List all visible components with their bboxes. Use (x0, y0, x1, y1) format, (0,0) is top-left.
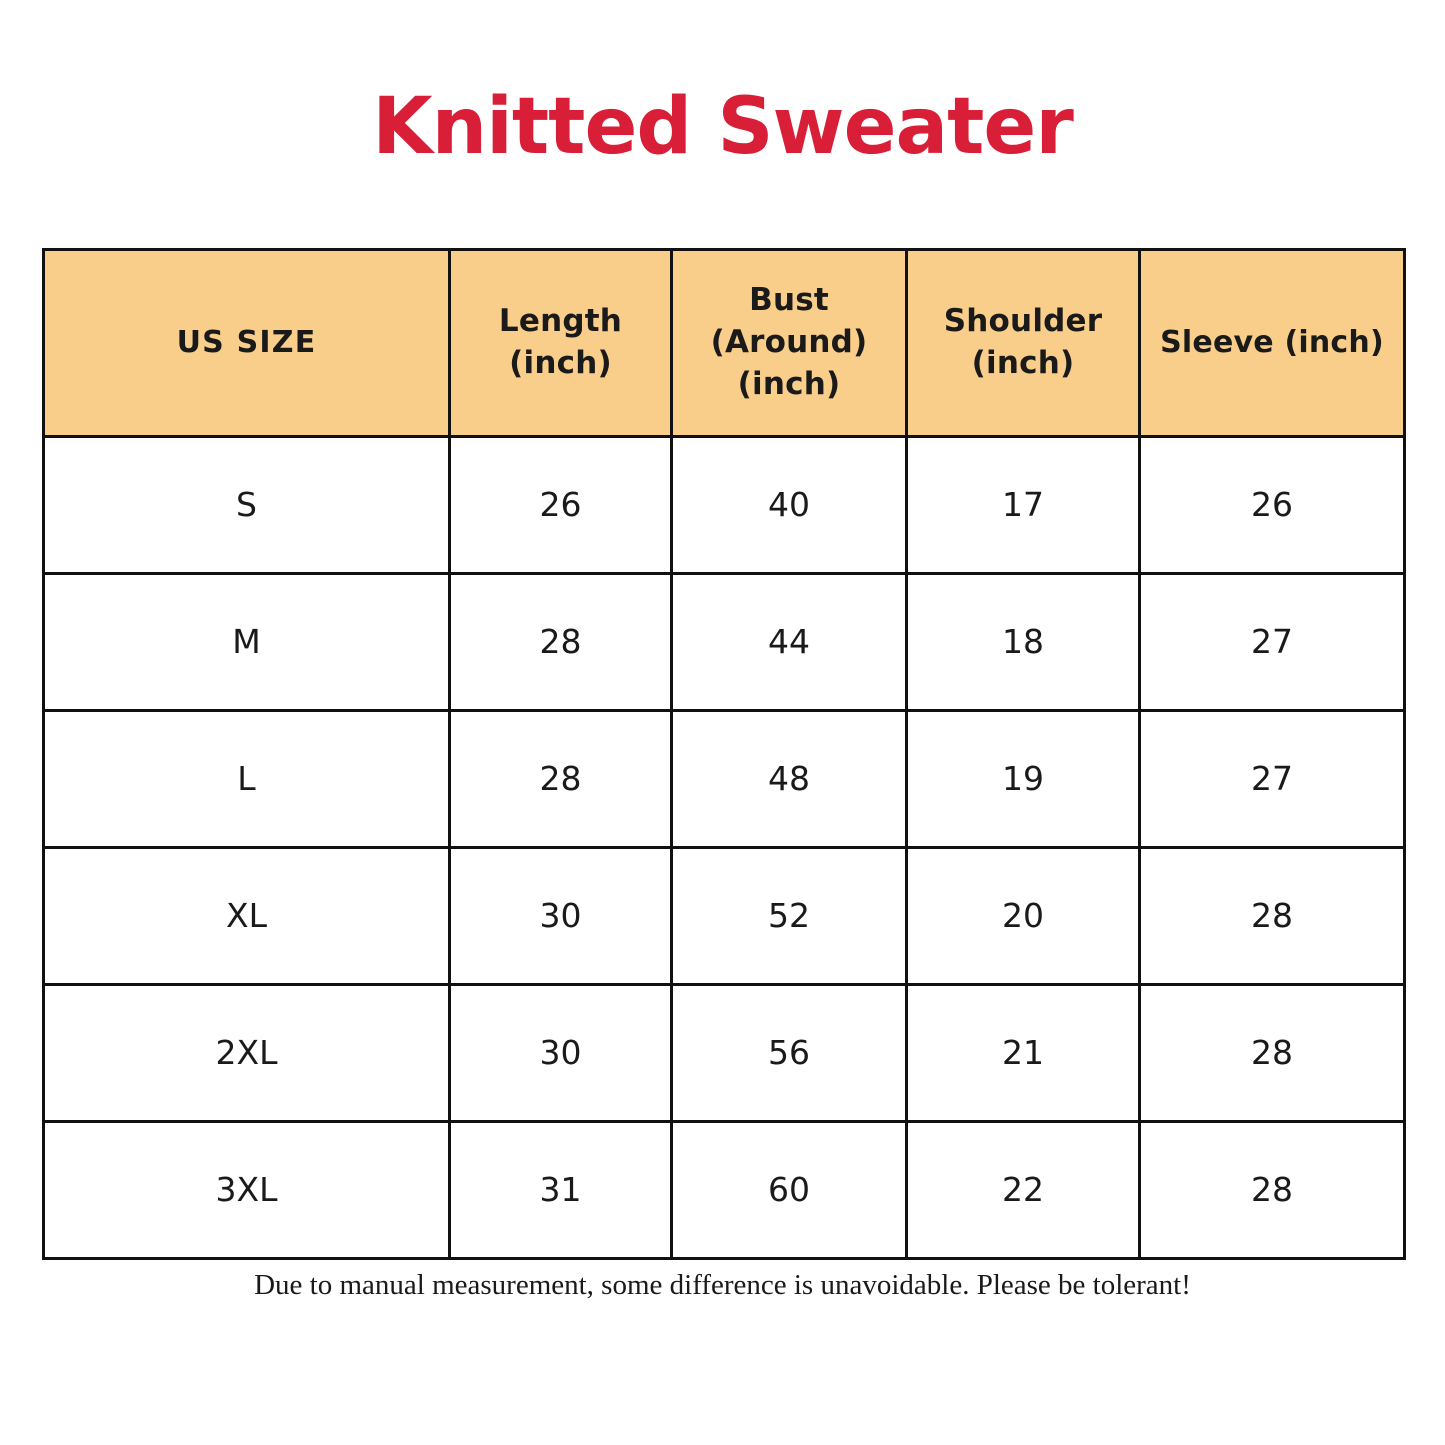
cell-bust: 40 (672, 437, 907, 574)
cell-bust: 60 (672, 1122, 907, 1259)
cell-sleeve: 28 (1140, 1122, 1405, 1259)
cell-bust: 44 (672, 574, 907, 711)
size-chart-table (42, 248, 1406, 1260)
column-header-sleeve: Sleeve (inch) (1140, 250, 1405, 437)
column-header-bust-line3: (inch) (737, 365, 841, 402)
table-row (44, 574, 1405, 711)
cell-shoulder: 22 (907, 1122, 1140, 1259)
table-body (44, 437, 1405, 1259)
cell-us-size: S (44, 437, 450, 574)
cell-shoulder: 19 (907, 711, 1140, 848)
cell-length: 28 (450, 711, 672, 848)
cell-us-size: XL (44, 848, 450, 985)
column-header-length (450, 250, 672, 437)
cell-length: 30 (450, 848, 672, 985)
cell-sleeve: 26 (1140, 437, 1405, 574)
measurement-disclaimer: Due to manual measurement, some difference is unavoidable. Please be tolerant! (254, 1269, 1191, 1301)
cell-shoulder: 18 (907, 574, 1140, 711)
cell-bust: 48 (672, 711, 907, 848)
size-chart-table-container (42, 248, 1403, 1260)
column-header-length-line2: (inch) (509, 345, 612, 381)
cell-us-size: M (44, 574, 450, 711)
page-title: Knitted Sweater (372, 82, 1073, 172)
cell-length: 28 (450, 574, 672, 711)
cell-sleeve: 28 (1140, 985, 1405, 1122)
column-header-us-size: US SIZE (44, 250, 450, 437)
cell-sleeve: 27 (1140, 574, 1405, 711)
column-header-shoulder-line2: (inch) (971, 345, 1075, 381)
cell-bust: 52 (672, 848, 907, 985)
column-header-bust-line2: (Around) (710, 324, 868, 361)
column-header-length-line1: Length (498, 303, 623, 340)
cell-us-size: L (44, 711, 450, 848)
table-row (44, 1122, 1405, 1259)
cell-bust: 56 (672, 985, 907, 1122)
cell-us-size: 3XL (44, 1122, 450, 1259)
table-row (44, 848, 1405, 985)
cell-sleeve: 27 (1140, 711, 1405, 848)
cell-sleeve: 28 (1140, 848, 1405, 985)
cell-shoulder: 17 (907, 437, 1140, 574)
cell-shoulder: 21 (907, 985, 1140, 1122)
cell-length: 30 (450, 985, 672, 1122)
column-header-shoulder (907, 250, 1140, 437)
cell-us-size: 2XL (44, 985, 450, 1122)
column-header-bust (672, 250, 907, 437)
column-header-shoulder-line1: Shoulder (943, 303, 1103, 340)
table-row (44, 711, 1405, 848)
cell-length: 31 (450, 1122, 672, 1259)
cell-length: 26 (450, 437, 672, 574)
table-row (44, 985, 1405, 1122)
cell-shoulder: 20 (907, 848, 1140, 985)
table-header-row (44, 250, 1405, 437)
column-header-bust-line1: Bust (749, 282, 829, 319)
table-row (44, 437, 1405, 574)
table-header (44, 250, 1405, 437)
